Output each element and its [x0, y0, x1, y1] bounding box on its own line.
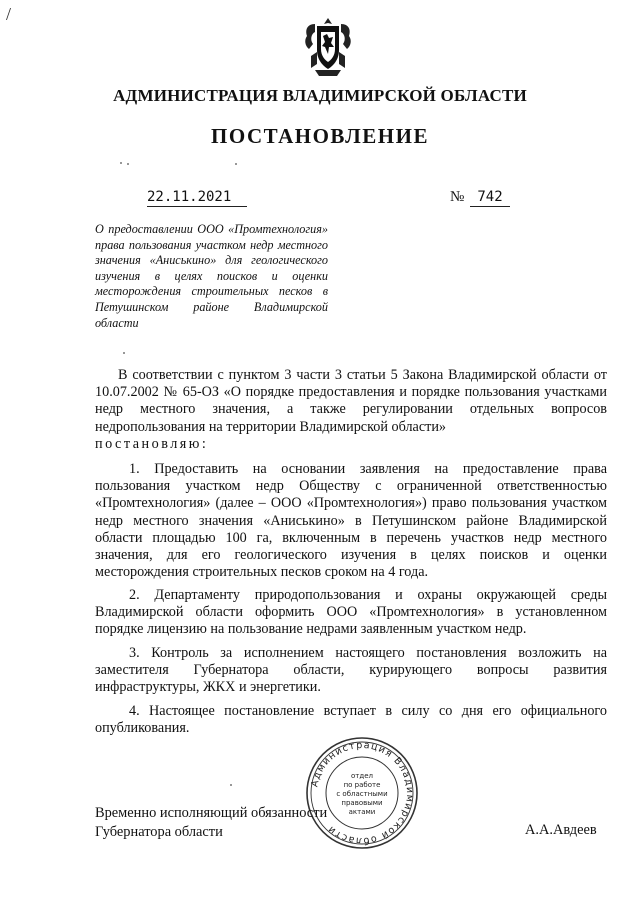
signer-name: А.А.Авдеев: [525, 822, 597, 838]
clause-3: 3. Контроль за исполнением настоящего постановления возложить на заместителя Губернатора области, курирующего вопросы развития инфраструктуры, ЖКХ и энергетики.: [95, 645, 607, 696]
page-mark: /: [6, 4, 12, 24]
scan-speck: [120, 162, 122, 164]
signer-position: [95, 804, 327, 841]
document-number: 742: [470, 189, 510, 207]
scan-speck: [123, 352, 125, 354]
stamp-line: с областными: [336, 790, 388, 798]
document-date: 22.11.2021: [147, 189, 247, 207]
document-subject: О предоставлении ООО «Промтехнология» права пользования участком недр местного значения «Аниськино» для геологического изучения в целях поисков и оценки месторождения строительных песков в Петушинском районе Владимирской области: [95, 222, 328, 330]
organization-title: АДМИНИСТРАЦИЯ ВЛАДИМИРСКОЙ ОБЛАСТИ: [113, 86, 527, 105]
stamp-ring-text: Администрация Владимирской области: [309, 739, 416, 847]
preamble-text: В соответствии с пунктом 3 части 3 статьи 5 Закона Владимирской области от 10.07.2002 № 65-ОЗ «О порядке предоставления и порядке пользования участками недр местного значения, а также регулировании отдельных вопросов недропользования на территории Владимирской области»: [95, 367, 607, 435]
clause-4: 4. Настоящее постановление вступает в силу со дня его официального опубликования.: [95, 703, 607, 737]
number-label: №: [450, 189, 465, 205]
stamp-line: правовыми: [341, 799, 383, 807]
coat-of-arms-icon: [303, 16, 353, 78]
stamp-line: по работе: [343, 781, 381, 789]
scan-speck: [230, 784, 232, 786]
clause-1: 1. Предоставить на основании заявления на предоставление права пользования участком недр Обществу с ограниченной ответственностью «Промтехнология» (далее – ООО «Промтехнология») право пользования участком недр местного значения «Аниськино» в Петушинском районе Владимирской области площадью 100 га, включенным в перечень участков недр местного значения, для его геологического изучения в целях поисков и оценки месторождения строительных песков сроком на 4 года.: [95, 461, 607, 581]
resolve-word: постановляю:: [95, 435, 209, 452]
stamp-line: актами: [348, 808, 376, 816]
clause-2: 2. Департаменту природопользования и охраны окружающей среды Владимирской области оформить ООО «Промтехнология» в установленном порядке лицензию на пользование недрами заявленным участком недр.: [95, 587, 607, 638]
signer-position-line-1: Временно исполняющий обязанности: [95, 805, 328, 821]
scan-speck: [235, 163, 237, 165]
preamble-paragraph: [95, 367, 607, 453]
scan-speck: [127, 163, 129, 165]
stamp-line: отдел: [351, 772, 373, 780]
signer-position-line-2: Губернатора области: [95, 823, 223, 840]
document-type: ПОСТАНОВЛЕНИЕ: [211, 124, 429, 148]
